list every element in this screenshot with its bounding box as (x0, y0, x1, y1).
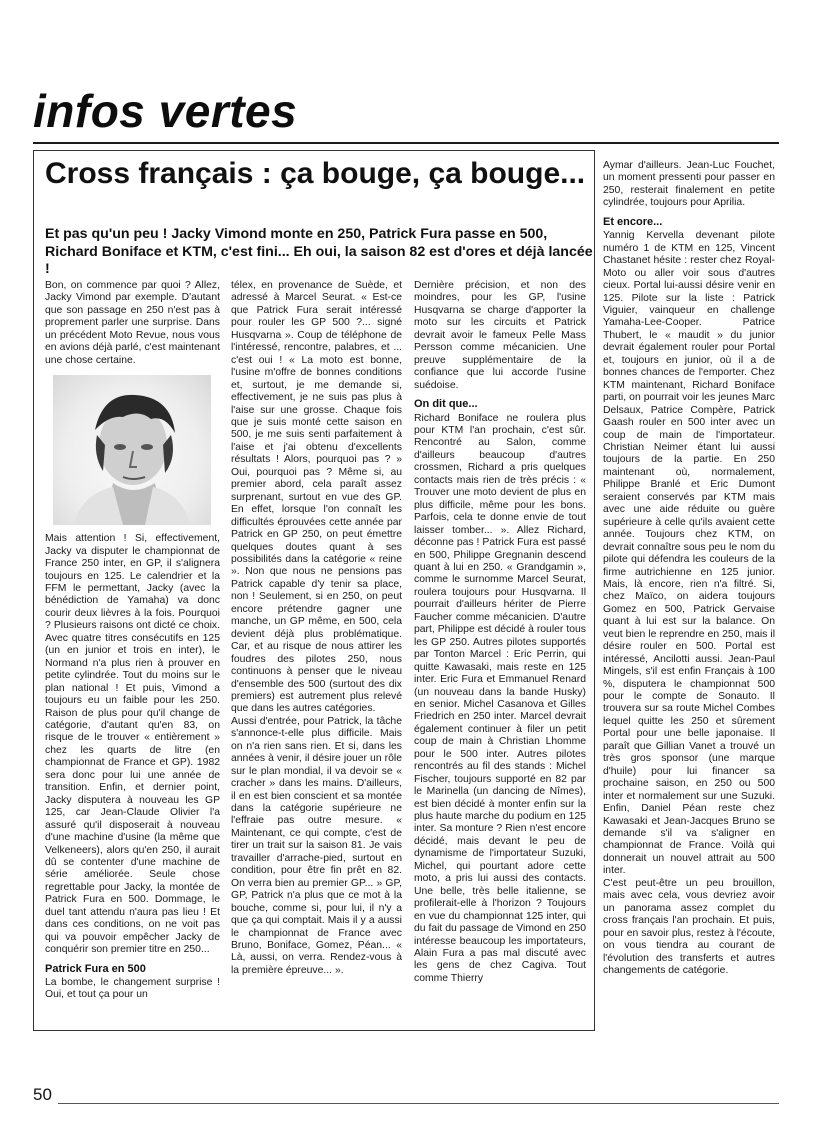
col4-subheading: Et encore... (603, 215, 663, 228)
col4-paragraph-1: Aymar d'ailleurs. Jean-Luc Fouchet, un moment pressenti pour passer en 250, resterait finalement en petite cylindrée, toujours pour Aprilia. (603, 160, 775, 209)
col4-paragraph-3: C'est peut-être un peu brouillon, mais avec cela, vous devriez avoir un panorama assez complet du cross français l'an prochain. Et puis, pour en savoir plus, restez à l'écoute, on vous tiendra au courant de l'évolution des transferts et autres changements de catégorie. (603, 877, 775, 976)
col3-paragraph-2: Richard Boniface ne roulera plus pour KTM l'an prochain, c'est sûr. Rencontré au Salon, comme d'ailleurs beaucoup d'autres crossmen, Richard a pris quelques contacts mais rien de très précis : « Trouver une moto devient de plus en plus difficile, même pour les bons. Parfois, cela te donne envie de tout laisser tomber... ». Allez Richard, déconne pas ! Patrick Fura est passé en 500, Philippe Gregnanin descend quant à lui en 250. « Grandgamin », comme le surnomme Marcel Seurat, roulera toujours pour Husqvarna. Il pourrait d'ailleurs hériter de Pierre Faucher comme mécanicien. D'autre part, Philippe est décidé à rouler tous les GP 250. Autres pilotes supportés par Tonton Marcel : Eric Perrin, qui quitte Kawasaki, mais reste en 125 inter. Eric Fura et Emmanuel Renard (un nouveau dans la bande Husky) en senior. Michel Casanova et Gilles Friedrich en 250 inter. Marcel devrait également continuer à filer un petit coup de main à Christian Lhomme pour le 500 inter. Autres pilotes rencontrés au fil des stands : Michel Fischer, toujours supporté en 82 par le Marinella (un dancing de Nîmes), est bien décidé à monter enfin sur la plus haute marche du podium en 125 inter. Sa monture ? Rien n'est encore décidé, mais devant le peu de dynamisme de l'importateur Suzuki, Michel, qui pourtant adore cette moto, a pris lui aussi des contacts. Une belle, très belle italienne, se profilerait-elle à l'horizon ? Toujours en vue du championnat 125 inter, qui du fait du passage de Vimond en 250 intéresse beaucoup les importateurs, Alain Fura a pas mal discuté avec les gens de chez Cagiva. Tout comme Thierry (414, 412, 586, 984)
column-4 (603, 160, 775, 977)
col1-paragraph-1: Bon, on commence par quoi ? Allez, Jacky Vimond par exemple. D'autant que son passage en 250 n'est pas à proprement parler une surprise. Dans un précédent Moto Revue, nous vous en avions déjà parlé, c'est maintenant une chose certaine. (45, 280, 220, 366)
col1-paragraph-3: La bombe, le changement surprise ! Oui, et tout ça pour un (45, 977, 220, 1001)
column-3 (414, 280, 586, 985)
rider-portrait-illustration (53, 375, 211, 525)
article-deck: Et pas qu'un peu ! Jacky Vimond monte en 250, Patrick Fura passe en 500, Richard Boniface et KTM, c'est fini... Eh oui, la saison 82 est d'ores et déjà lancée ! (45, 226, 593, 277)
rubric-rule (33, 142, 779, 144)
col3-paragraph-1: Dernière précision, et non des moindres, pour les GP, l'usine Husqvarna se charge d'apporter la moto sur les circuits et Patrick devrait avoir le fameux Pelle Mass Persson comme mécanicien. Une preuve supplémentaire de la confiance que lui accorde l'usine suédoise. (414, 280, 586, 391)
col2-paragraph-2: Aussi d'entrée, pour Patrick, la tâche s'annonce-t-elle plus difficile. Mais on n'a rien sans rien. Et si, dans les années à venir, il désire jouer un rôle sur le plan mondial, il va devoir se « cracher » dans les mains. D'ailleurs, il en est bien conscient et sa montée dans la catégorie supérieure ne l'effraie pas outre mesure. « Maintenant, ce qui compte, c'est de tirer un trait sur la saison 81. Je vais travailler d'arrache-pied, surtout en condition, pour être fin prêt en 82. On verra bien au premier GP... » GP, GP, Patrick n'a plus que ce mot à la bouche, comme si, pour lui, il n'y a que ça qui comptait. Mais il y a aussi le championnat de France avec Bruno, Boniface, Gomez, Péan... « Là, aussi, on verra. Rendez-vous à la première épreuve... ». (231, 715, 402, 976)
column-1 (45, 280, 220, 1002)
article-headline: Cross français : ça bouge, ça bouge... (45, 157, 586, 190)
col2-paragraph-1: télex, en provenance de Suède, et adressé à Marcel Seurat. « Est-ce que Patrick Fura serait intéressé pour rouler les GP 500 ?... signé Husqvarna ». Coup de téléphone de l'intéressé, rencontre, palabres, et ... c'est oui ! « La moto est bonne, l'usine m'offre de bonnes conditions et, surtout, je me demande si, effectivement, je ne suis pas plus à l'aise sur une grosse. Chaque fois que je suis monté cette saison en 500, je me suis senti parfaitement à l'aise et j'ai obtenu d'excellents résultats ! Alors, pourquoi pas ? » Oui, pourquoi pas ? Même si, au premier abord, cela paraît assez surprenant, surtout en vue des GP. En effet, lorsque l'on connaît les difficultés éprouvées cette année par Patrick en GP 250, on peut émettre quelques doutes quant à ses possibilités dans la catégorie « reine ». Non que nous ne pensions pas Patrick capable d'y tenir sa place, non ! Seulement, si en 250, on peut encore prétendre gagner une manche, un GP même, en 500, cela devient déjà plus problématique. Car, et au risque de nous attirer les foudres des pilotes 250, nous continuons à penser que le niveau d'ensemble des 500 (surtout des dix premiers) est autrement plus relevé que dans les autres catégories. (231, 280, 402, 715)
col1-subheading: Patrick Fura en 500 (45, 962, 146, 975)
footer-rule (58, 1103, 779, 1104)
col1-paragraph-2: Mais attention ! Si, effectivement, Jacky va disputer le championnat de France 250 inter, en GP, il s'alignera toujours en 125. Le calendrier et la FFM le permettant, Jacky (avec la bénédiction de Yamaha) va donc courir deux lièvres à la fois. Pourquoi ? Plusieurs raisons ont dicté ce choix. Avec quatre titres consécutifs en 125 (un en junior et trois en inter), le Normand n'a plus rien à prouver en petite cylindrée. Tout du moins sur le plan national ! Et puis, Vimond a toujours eu un faible pour les 250. Raison de plus pour qu'il change de catégorie, d'autant qu'en 83, on risque de le trouver « entièrement » chez les quarts de litre (en championnat de France et GP). 1982 sera donc pour lui une année de transition. Enfin, et dernier point, Jacky disputera à nouveau les GP 125, car Jean-Claude Olivier l'a assuré qu'il disposerait à nouveau d'une machine d'usine (la même que Velkeneers), alors qu'en 250, il aurait dû se contenter d'une machine de série améliorée. Seule chose regrettable pour Jacky, la montée de Patrick Fura en 500. Dommage, le duel tant attendu n'aura pas lieu ! Et dans ces conditions, on ne voit pas qui va pouvoir empêcher Jacky de conquérir son premier titre en 250... (45, 533, 220, 956)
section-rubric: infos vertes (33, 85, 298, 137)
column-2 (231, 280, 402, 977)
page-number: 50 (33, 1085, 52, 1104)
col4-paragraph-2: Yannig Kervella devenant pilote numéro 1 de KTM en 125, Vincent Chastanet hésite : rester chez Royal-Moto ou aller voir sous d'autres cieux. Portal lui-aussi désire venir en 125. Pilote sur la liste : Patrick Viguier, vainqueur en challenge Yamaha-Lee-Cooper. Patrice Thubert, le « maudit » du junior devrait également rouler pour Portal et, toujours en junior, où il a de bonnes chances de l'emporter. Chez KTM maintenant, Richard Boniface parti, on pourrait voir les jeunes Marc Delsaux, Patrice Compère, Patrick Gaash rouler en 500 inter avec un coup de main de l'importateur. Christian Neimer étant lui aussi toujours de la partie. En 250 maintenant où, normalement, Philippe Branlé et Eric Dumont seraient conservés par KTM mais avec une aide réduite ou guère supérieure à celle qu'ils avaient cette année. Toujours chez KTM, on devrait connaître sous peu le nom du pilote qui défendra les couleurs de la firme autrichienne en 125 junior. Mais, là encore, rien n'a filtré. Si, chez Maïco, on aidera toujours Gomez en 500, Patrick Gervaise quant à lui est sur la balance. On veut bien le reprendre en 250, mais il désire rouler en 500. Portal est intéressé, Ancilotti aussi. Jean-Paul Mingels, s'il est enfin Français à 100 %, disputera le championnat 500 pour le compte de Sonauto. Il trouvera sur sa route Michel Combes lequel quitte les 250 et sûrement Portal pour une belle japonaise. Il paraît que Gillian Vanet a trouvé un très gros sponsor (une marque d'huile) pour lui financer sa prochaine saison, en 250 ou 500 inter et normalement sur une Suzuki. Enfin, Daniel Péan reste chez Kawasaki et Jean-Jacques Bruno se demande s'il va s'aligner en championnat de France. Voilà qui donnerait un nouvel attrait au 500 inter. (603, 230, 775, 877)
rider-portrait-photo (53, 375, 211, 525)
col3-subheading: On dit que... (414, 398, 478, 411)
